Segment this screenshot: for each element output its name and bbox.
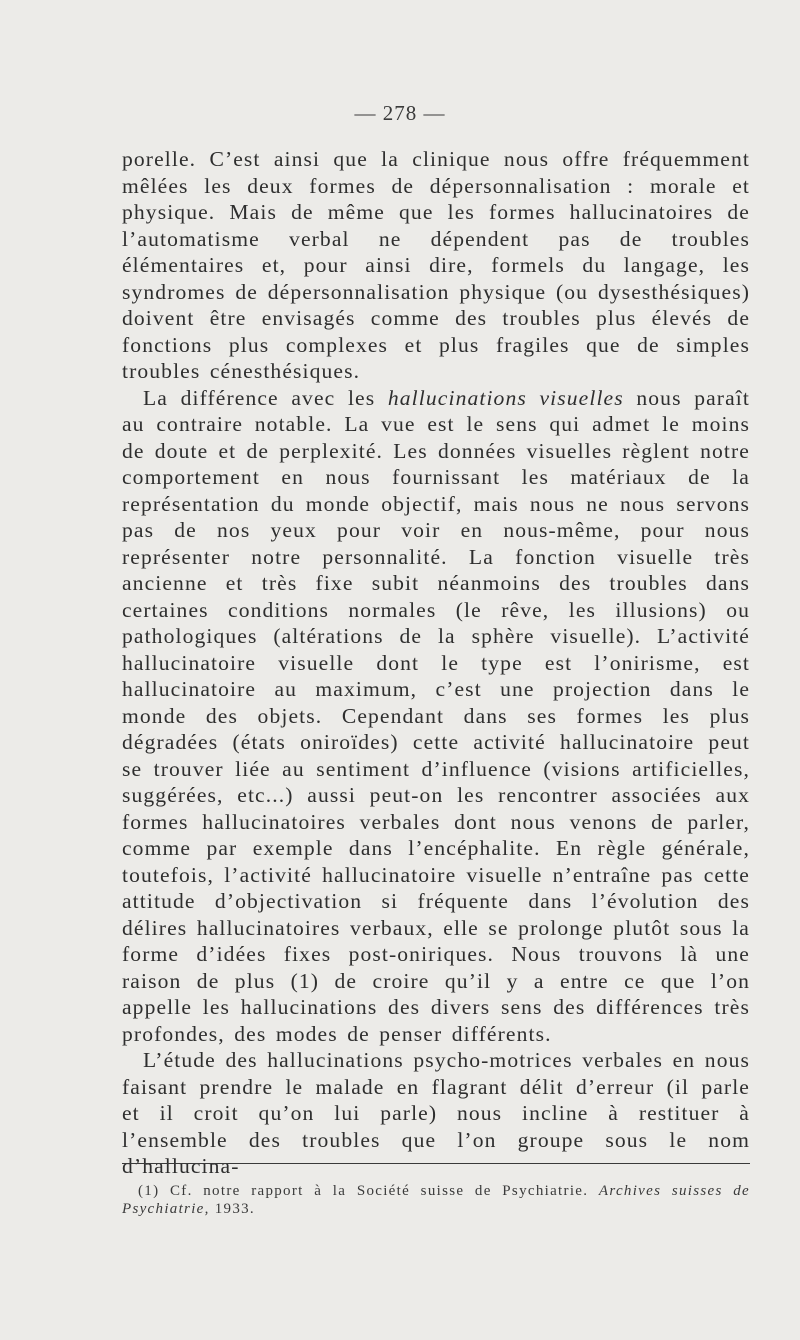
page-number: — 278 — [354, 101, 446, 125]
footnote-journal-title: Archives suisses de Psychiatrie, [122, 1183, 750, 1217]
paragraph-2-body: nous paraît au contraire notable. La vue est le sens qui admet le moins de doute et de perplexité. Les données visuelles règlent notre comportement en nous fournissant les matériaux de la représentation du monde objectif, mais nous ne nous servons pas de nos yeux pour voir en nous-même, pour nous représenter notre personnalité. La fonction visuelle très ancienne et très fixe subit néanmoins des troubles dans certaines conditions normales (le rêve, les illusions) ou pathologiques (altérations de la sphère visuelle). L’activité hallucinatoire visuelle dont le type est l’onirisme, est hallucinatoire au maximum, c’est une projection dans le monde des objets. Cependant dans ses formes les plus dégradées (états oniroïdes) cette activité hallucinatoire peut se trouver liée au sentiment d’influence (visions artificielles, suggérées, etc...) aussi peut-on les rencontrer associées aux formes hallucinatoires verbales dont nous venons de parler, comme par exemple dans l’encéphalite. En règle générale, toutefois, l’activité hallucinatoire visuelle n’entraîne pas cette attitude d’objectivation si fréquente dans l’évolution des délires hallucinatoires verbaux, elle se prolonge plutôt sous la forme d’idées fixes post-oniriques. Nous trouvons là une raison de plus (1) de croire qu’il y a entre ce que l’on appelle les hallucinations des divers sens des différences très profondes, des modes de penser différents. [122, 385, 750, 1046]
footnote-marker: (1) [138, 1183, 160, 1199]
emphasis-hallucinations-visuelles: hallucinations visuelles [387, 385, 624, 410]
paragraph-2-lead: La différence avec les [143, 385, 388, 410]
footnote-text: Cf. notre rapport à la Société suisse de Psychiatrie. [159, 1183, 599, 1199]
paragraph-3: L’étude des hallucinations psycho-motrices verbales en nous faisant prendre le malade en flagrant délit d’erreur (il parle et il croit qu’on lui parle) nous incline à restituer à l’ensemble des troubles que l’on groupe sous le nom d’hallucina- [122, 1048, 750, 1178]
main-text [122, 146, 750, 1180]
footnote [122, 1182, 750, 1218]
paragraph-2 [122, 385, 750, 1048]
paragraph-1: porelle. C’est ainsi que la clinique nous offre fréquemment mêlées les deux formes de dépersonnalisation : morale et physique. Mais de même que les formes hallucinatoires de l’automatisme verbal ne dépendent pas de troubles élémentaires et, pour ainsi dire, formels du langage, les syndromes de dépersonnalisation physique (ou dysesthésiques) doivent être envisagés comme des troubles plus élevés de fonctions plus complexes et plus fragiles que de simples troubles cénesthésiques. [122, 147, 750, 383]
footnote-divider [122, 1163, 750, 1164]
footnote-year: 1933. [209, 1201, 255, 1217]
